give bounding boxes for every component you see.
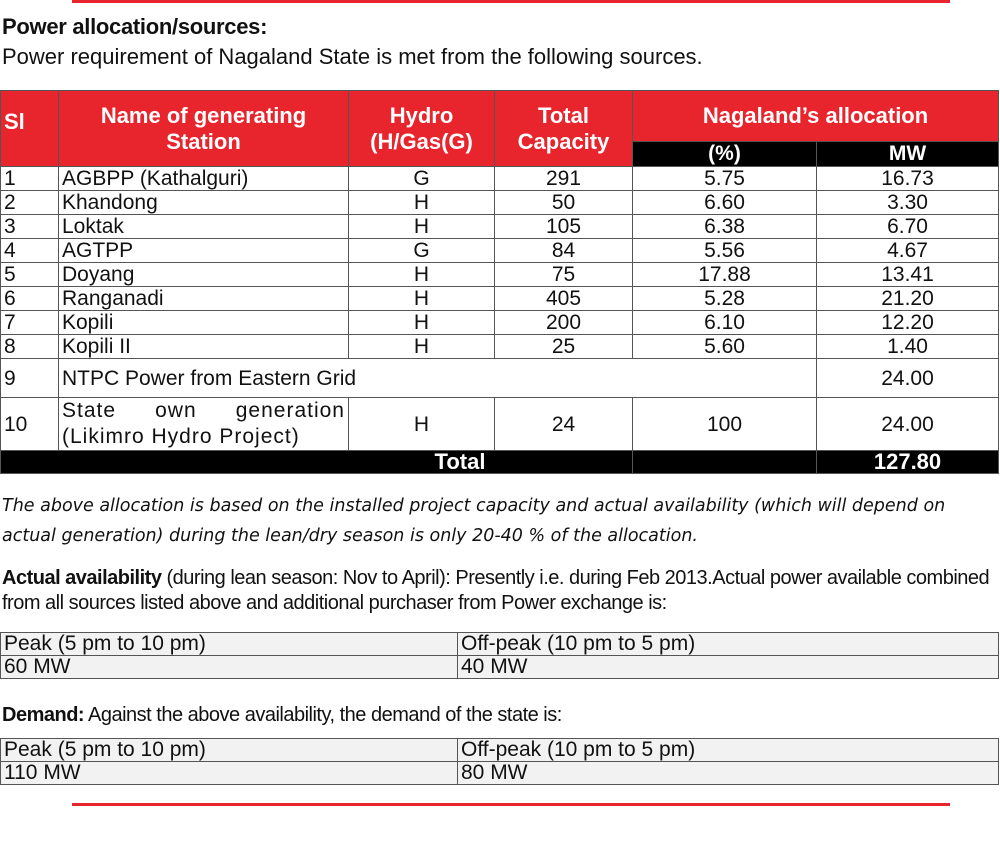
row-percent: 5.56	[633, 239, 817, 263]
row-sl: 7	[1, 311, 59, 335]
availability-text: (during lean season: Nov to April): Presently i.e. during Feb 2013.Actual power available combined from all sources listed above and additional purchaser from Power exchange is:	[2, 567, 990, 614]
availability-peak-label: Peak (5 pm to 10 pm)	[1, 633, 458, 656]
row-mw: 21.20	[817, 287, 999, 311]
row-name: Ranganadi	[59, 287, 349, 311]
header-mw: MW	[817, 142, 999, 167]
total-mw: 127.80	[817, 451, 999, 474]
row-percent: 5.60	[633, 335, 817, 359]
row-type: H	[349, 398, 495, 451]
row-sl: 10	[1, 398, 59, 451]
row-capacity: 24	[495, 398, 633, 451]
table-row	[1, 215, 999, 239]
allocation-note: The above allocation is based on the installed project capacity and actual availability (which will depend on actual generation) during the lean/dry season is only 20-40 % of the allocation.	[2, 496, 946, 546]
row-name: Loktak	[59, 215, 349, 239]
demand-peak-label: Peak (5 pm to 10 pm)	[1, 739, 458, 762]
row-type: G	[349, 167, 495, 191]
table-row	[1, 359, 999, 398]
demand-paragraph	[2, 703, 1000, 728]
availability-peak-value: 60 MW	[1, 656, 458, 679]
header-allocation: Nagaland’s allocation	[633, 91, 999, 142]
row-name: Kopili II	[59, 335, 349, 359]
row-name: AGTPP	[59, 239, 349, 263]
row-mw: 24.00	[817, 398, 999, 451]
demand-table	[0, 738, 999, 785]
row-percent: 6.60	[633, 191, 817, 215]
top-red-rule	[72, 0, 950, 3]
row-sl: 8	[1, 335, 59, 359]
row-sl: 3	[1, 215, 59, 239]
row-type: H	[349, 311, 495, 335]
row-name: NTPC Power from Eastern Grid	[59, 359, 817, 398]
table-row	[1, 398, 999, 451]
row-sl: 9	[1, 359, 59, 398]
row-percent: 5.28	[633, 287, 817, 311]
row-capacity: 405	[495, 287, 633, 311]
row-mw: 1.40	[817, 335, 999, 359]
availability-offpeak-value: 40 MW	[458, 656, 999, 679]
row-percent: 6.38	[633, 215, 817, 239]
row-percent: 6.10	[633, 311, 817, 335]
row-name: State own generation (Likimro Hydro Project)	[59, 398, 349, 451]
row-type: H	[349, 287, 495, 311]
row-capacity: 291	[495, 167, 633, 191]
row-capacity: 50	[495, 191, 633, 215]
row-name: AGBPP (Kathalguri)	[59, 167, 349, 191]
row-type: H	[349, 191, 495, 215]
table-row	[1, 287, 999, 311]
row-sl: 2	[1, 191, 59, 215]
table-row	[1, 167, 999, 191]
row-type: H	[349, 263, 495, 287]
header-percent: (%)	[633, 142, 817, 167]
row-type: H	[349, 335, 495, 359]
total-label: Total	[1, 451, 633, 474]
row-mw: 13.41	[817, 263, 999, 287]
row-capacity: 84	[495, 239, 633, 263]
table-row	[1, 263, 999, 287]
header-station: Name of generating Station	[59, 91, 349, 167]
row-mw: 4.67	[817, 239, 999, 263]
bottom-red-rule	[72, 803, 950, 806]
header-capacity: Total Capacity	[495, 91, 633, 167]
row-sl: 1	[1, 167, 59, 191]
row-mw: 16.73	[817, 167, 999, 191]
row-type: H	[349, 215, 495, 239]
row-percent: 17.88	[633, 263, 817, 287]
demand-offpeak-value: 80 MW	[458, 762, 999, 785]
availability-table	[0, 632, 999, 679]
total-spacer	[633, 451, 817, 474]
row-percent: 5.75	[633, 167, 817, 191]
row-capacity: 105	[495, 215, 633, 239]
row-mw: 12.20	[817, 311, 999, 335]
table-row	[1, 335, 999, 359]
total-row	[1, 451, 999, 474]
demand-label: Demand:	[2, 704, 85, 726]
row-sl: 4	[1, 239, 59, 263]
row-type: G	[349, 239, 495, 263]
header-hydro: Hydro (H/Gas(G)	[349, 91, 495, 167]
row-name: Kopili	[59, 311, 349, 335]
availability-label: Actual availability	[2, 567, 162, 589]
table-row	[1, 239, 999, 263]
demand-text: Against the above availability, the demand of the state is:	[84, 704, 562, 726]
row-sl: 5	[1, 263, 59, 287]
intro-text: Power requirement of Nagaland State is met from the following sources.	[2, 44, 703, 69]
row-mw: 6.70	[817, 215, 999, 239]
table-row	[1, 311, 999, 335]
row-capacity: 200	[495, 311, 633, 335]
row-mw: 3.30	[817, 191, 999, 215]
row-mw: 24.00	[817, 359, 999, 398]
row-percent: 100	[633, 398, 817, 451]
section-heading: Power allocation/sources:	[2, 14, 268, 39]
row-capacity: 75	[495, 263, 633, 287]
row-name: Doyang	[59, 263, 349, 287]
row-sl: 6	[1, 287, 59, 311]
header-sl: Sl	[1, 91, 59, 167]
availability-offpeak-label: Off-peak (10 pm to 5 pm)	[458, 633, 999, 656]
allocation-table	[0, 90, 999, 474]
demand-offpeak-label: Off-peak (10 pm to 5 pm)	[458, 739, 999, 762]
row-name: Khandong	[59, 191, 349, 215]
demand-peak-value: 110 MW	[1, 762, 458, 785]
availability-paragraph	[2, 566, 1000, 616]
row-capacity: 25	[495, 335, 633, 359]
table-row	[1, 191, 999, 215]
